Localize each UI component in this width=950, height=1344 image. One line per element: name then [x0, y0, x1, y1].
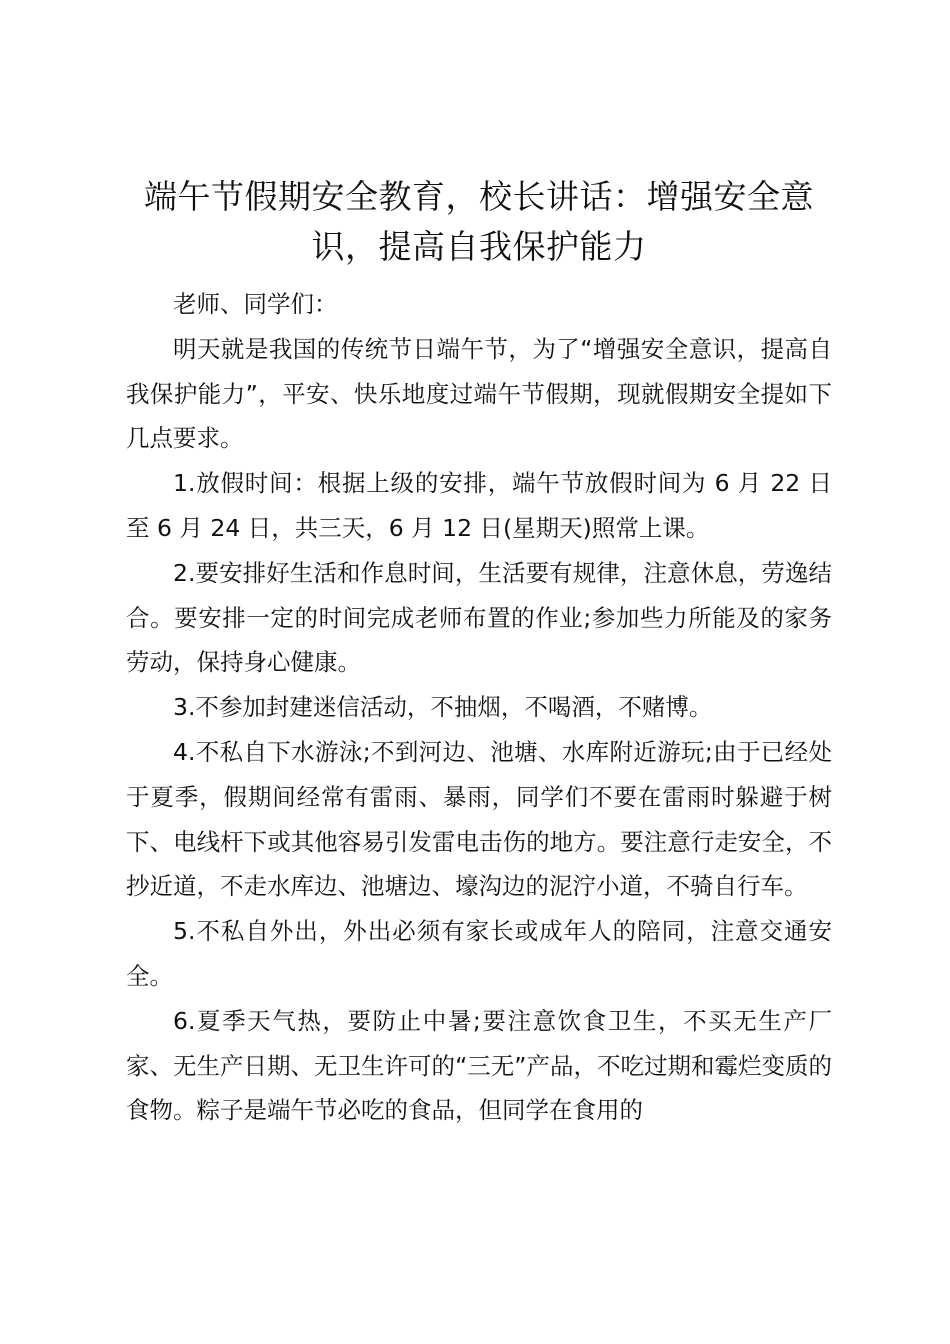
rule-paragraph-2: 2.要安排好生活和作息时间，生活要有规律，注意休息，劳逸结合。要安排一定的时间完成老师布置的作业;参加些力所能及的家务劳动，保持身心健康。: [126, 558, 832, 677]
document-title: 端午节假期安全教育，校长讲话：增强安全意识，提高自我保护能力: [144, 177, 814, 266]
greeting-paragraph: 老师、同学们：: [173, 290, 338, 318]
intro-paragraph: 明天就是我国的传统节日端午节，为了“增强安全意识，提高自我保护能力”，平安、快乐地度过端午节假期，现就假期安全提如下几点要求。: [126, 334, 832, 453]
document-page: [126, 172, 832, 1133]
rule-paragraph-6: 6.夏季天气热，要防止中暑;要注意饮食卫生，不买无生产厂家、无生产日期、无卫生许可的“三无”产品，不吃过期和霉烂变质的食物。粽子是端午节必吃的食品，但同学在食用的: [126, 1006, 832, 1125]
rule-paragraph-4: 4.不私自下水游泳;不到河边、池塘、水库附近游玩;由于已经处于夏季，假期间经常有雷雨、暴雨，同学们不要在雷雨时躲避于树下、电线杆下或其他容易引发雷电击伤的地方。要注意行走安全，不抄近道，不走水库边、池塘边、壕沟边的泥泞小道，不骑自行车。: [126, 737, 832, 901]
rule-paragraph-1: 1.放假时间：根据上级的安排，端午节放假时间为 6 月 22 日至 6 月 24 日，共三天，6 月 12 日(星期天)照常上课。: [126, 469, 832, 542]
rule-paragraph-5: 5.不私自外出，外出必须有家长或成年人的陪同，注意交通安全。: [126, 917, 832, 990]
rule-paragraph-3: 3.不参加封建迷信活动，不抽烟，不喝酒，不赌博。: [173, 693, 713, 722]
